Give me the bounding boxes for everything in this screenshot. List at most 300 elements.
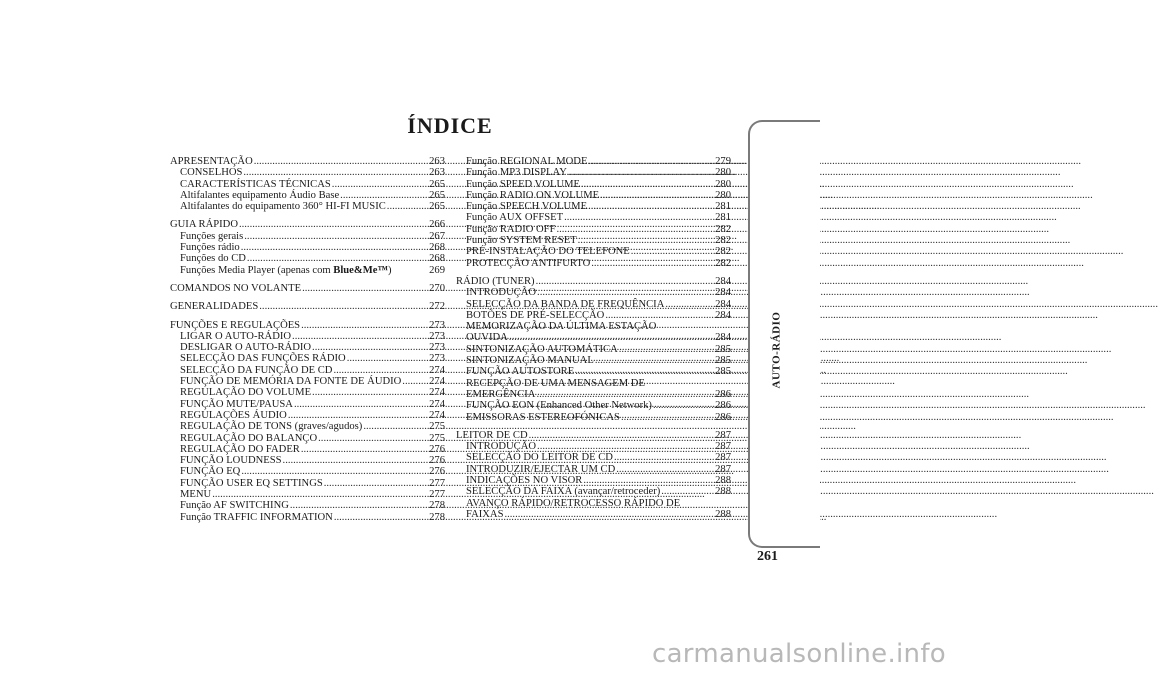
toc-subentry[interactable] [456, 235, 731, 246]
toc-dot-leader [259, 301, 428, 312]
toc-dot-leader [244, 231, 428, 242]
toc-page-number: 274 [429, 409, 445, 421]
watermark: carmanualsonline.info [651, 639, 946, 669]
toc-entry-title [466, 412, 620, 423]
toc-dot-leader [347, 353, 428, 364]
toc-entry[interactable] [170, 320, 445, 331]
toc-entry-text: SELECÇÃO DA FAIXA (avançar/retroceder) [466, 486, 661, 498]
toc-entry-bold-text: Blue&Me™ [333, 264, 389, 276]
toc-dot-leader [665, 299, 714, 310]
toc-page-number: 286 [715, 411, 731, 423]
toc-entry-title [180, 179, 331, 190]
toc-page-number: 282 [715, 257, 731, 269]
toc-dot-leader [283, 455, 429, 466]
toc-entry[interactable] [456, 430, 731, 441]
toc-subentry[interactable] [456, 378, 731, 389]
page-title: ÍNDICE [407, 113, 493, 138]
toc-subentry[interactable] [456, 366, 731, 377]
toc-page-number: 279 [715, 156, 731, 167]
toc-entry-title [466, 287, 536, 298]
toc-subentry[interactable] [170, 455, 445, 466]
page-number: 261 [757, 549, 778, 564]
toc-dot-leader [605, 310, 714, 321]
toc-page-number: 282 [715, 223, 731, 235]
toc-page-number: 282 [715, 235, 731, 247]
toc-group [170, 219, 445, 275]
toc-entry-text: DESLIGAR O AUTO-RÁDIO [180, 342, 312, 354]
toc-dot-leader [243, 167, 428, 178]
toc-dot-leader [595, 355, 714, 366]
toc-subentry[interactable] [456, 156, 731, 167]
toc-page-number: 280 [715, 167, 731, 179]
toc-entry-title [180, 253, 246, 264]
toc-entry-title [466, 475, 582, 486]
toc-entry-title [466, 258, 590, 269]
toc-subentry[interactable] [456, 475, 731, 486]
toc-dot-leader [340, 190, 428, 201]
toc-subentry[interactable] [456, 332, 731, 343]
toc-page-number: 266 [429, 219, 445, 231]
toc-subentry[interactable] [456, 299, 731, 310]
toc-subentry[interactable] [456, 344, 731, 355]
toc-entry-text: PROTECÇÃO ANTIFURTO [466, 257, 591, 269]
toc-page-number: 265 [429, 201, 445, 213]
toc-page-number: 288 [715, 508, 731, 520]
toc-dot-leader [363, 421, 428, 432]
toc-subentry[interactable] [170, 500, 445, 511]
toc-dot-leader [621, 412, 714, 423]
toc-subentry[interactable] [456, 389, 731, 400]
toc-entry-text: Funções Media Player (apenas com [180, 264, 334, 276]
toc-entry-title [466, 389, 535, 400]
toc-entry-title [466, 179, 580, 190]
toc-entry-title [466, 190, 599, 201]
toc-dot-leader [591, 258, 714, 269]
toc-entry-paren: ) [388, 264, 392, 276]
toc-subentry[interactable] [456, 452, 731, 463]
toc-subentry[interactable] [456, 486, 731, 497]
toc-subentry[interactable] [456, 321, 731, 332]
toc-dot-leader [241, 242, 428, 253]
toc-dot-leader [312, 342, 428, 353]
toc-entry-text: MEMORIZAÇÃO DA ÚLTIMA ESTAÇÃO [466, 321, 657, 333]
toc-entry-text: FUNÇÃO MUTE/PAUSA [180, 398, 293, 410]
toc-entry-text: CARACTERÍSTICAS TÉCNICAS [180, 178, 331, 190]
toc-page-number: 272 [429, 301, 445, 313]
toc-entry-text: Função SPEED VOLUME [466, 178, 580, 190]
toc-entry-title [180, 242, 240, 253]
toc-dot-leader [619, 344, 714, 355]
toc-entry-text: SINTONIZAÇÃO AUTOMÁTICA [466, 343, 618, 355]
toc-page-number: 284 [715, 275, 731, 287]
toc-page-number: 276 [429, 466, 445, 478]
toc-entry-title [466, 332, 508, 343]
toc-entry-text: Função AF SWITCHING [180, 500, 289, 512]
toc-subentry[interactable] [170, 421, 445, 432]
toc-entry-title [180, 421, 362, 432]
toc-entry-title [180, 410, 287, 421]
toc-dot-leader [312, 387, 428, 398]
toc-dot-leader [509, 332, 714, 343]
toc-entry-text: FUNÇÃO AUTOSTORE [466, 366, 575, 378]
toc-page-number: 276 [429, 443, 445, 455]
toc-entry-text: EMISSORAS ESTEREOFÓNICAS [466, 411, 620, 423]
toc-subentry[interactable] [170, 433, 445, 444]
toc-subentry[interactable] [456, 179, 731, 190]
toc-dot-leader [301, 320, 428, 331]
toc-page-number: 285 [715, 355, 731, 367]
toc-dot-leader [333, 365, 428, 376]
toc-dot-leader [301, 444, 428, 455]
toc-page-number: 269 [429, 264, 445, 276]
toc-dot-leader [332, 179, 428, 190]
toc-subentry[interactable] [170, 466, 445, 477]
toc-entry-text: RECEPÇÃO DE UMA MENSAGEM DE [466, 377, 645, 389]
toc-page-number: 284 [715, 332, 731, 344]
toc-entry-text: COMANDOS NO VOLANTE [170, 282, 302, 294]
toc-entry-text: FUNÇÕES E REGULAÇÕES [170, 319, 301, 331]
toc-page-number: 273 [429, 319, 445, 331]
toc-subentry[interactable] [170, 179, 445, 190]
toc-entry-title [466, 400, 652, 411]
toc-entry-title [456, 276, 535, 287]
toc-entry-title [170, 219, 238, 230]
toc-dot-leader [568, 167, 714, 178]
toc-entry-title [466, 156, 587, 167]
toc-right-column [456, 156, 731, 527]
toc-entry-text: Funções gerais [180, 230, 244, 242]
toc-entry-text: Função SYSTEM RESET [466, 235, 577, 247]
toc-entry-text: Função RADIO ON VOLUME [466, 189, 600, 201]
toc-entry-title [466, 509, 503, 520]
toc-subentry[interactable] [456, 441, 731, 452]
toc-page-number: 286 [715, 400, 731, 412]
toc-page-number: 274 [429, 398, 445, 410]
toc-group [456, 430, 731, 520]
toc-entry-title [170, 283, 301, 294]
toc-dot-leader [556, 224, 714, 235]
toc-dot-leader [324, 478, 428, 489]
toc-entry-text: REGULAÇÕES ÁUDIO [180, 409, 287, 421]
toc-entry-text: FUNÇÃO EON (Enhanced Other Network) [466, 400, 652, 412]
toc-dot-leader [288, 410, 428, 421]
toc-entry-title [180, 444, 300, 455]
toc-page-number: 284 [715, 287, 731, 299]
toc-entry-title [180, 500, 289, 511]
toc-page-number: 273 [429, 330, 445, 342]
toc-page-number: 287 [715, 429, 731, 441]
toc-page-number: 281 [715, 201, 731, 213]
toc-page-number: 275 [429, 432, 445, 444]
toc-dot-leader [247, 253, 428, 264]
toc-dot-leader [578, 235, 714, 246]
toc-entry-text: Função REGIONAL MODE [466, 156, 588, 167]
toc-entry-text: Funções rádio [180, 242, 240, 254]
toc-subentry[interactable] [170, 201, 445, 212]
toc-dot-leader [318, 433, 428, 444]
toc-page-number: 273 [429, 353, 445, 365]
toc-entry-text: INTRODUÇÃO [466, 441, 537, 453]
toc-entry-text: FUNÇÃO LOUDNESS [180, 455, 282, 467]
toc-entry-title [466, 355, 594, 366]
toc-page-number: 277 [429, 477, 445, 489]
toc-entry-text: AVANÇO RÁPIDO/RETROCESSO RÁPIDO DE [466, 497, 681, 509]
toc-subentry[interactable] [456, 287, 731, 298]
toc-dot-leader [564, 212, 714, 223]
toc-page-number: 284 [715, 309, 731, 321]
toc-entry-text: FUNÇÃO EQ [180, 466, 241, 478]
toc-entry-title [466, 224, 555, 235]
toc-subentry[interactable] [456, 258, 731, 269]
toc-page-number: 263 [429, 156, 445, 167]
toc-subentry[interactable] [456, 310, 731, 321]
toc-dot-leader [529, 430, 715, 441]
toc-entry-text: Funções do CD [180, 253, 246, 265]
toc-dot-leader [254, 156, 428, 167]
toc-page-number: 263 [429, 167, 445, 179]
toc-entry-text: Altifalantes equipamento Áudio Base [180, 189, 340, 201]
toc-page-number: 268 [429, 253, 445, 265]
toc-dot-leader [575, 366, 714, 377]
toc-entry-title [466, 310, 604, 321]
toc-entry-text: Função MP3 DISPLAY [466, 167, 567, 179]
toc-entry-title [180, 466, 240, 477]
toc-subentry[interactable] [456, 224, 731, 235]
toc-dot-leader [212, 489, 428, 500]
toc-subentry[interactable] [170, 231, 445, 242]
toc-entry-text: RÁDIO (TUNER) [456, 275, 535, 287]
toc-subentry[interactable] [170, 253, 445, 264]
toc-entry-title [466, 452, 613, 463]
toc-entry-title [466, 486, 660, 497]
toc-subentry[interactable] [456, 190, 731, 201]
toc-dot-leader [631, 246, 714, 257]
toc-subentry[interactable] [456, 509, 731, 520]
section-side-tab-label: AUTO-RÁDIO [770, 311, 783, 389]
toc-page-number: 277 [429, 489, 445, 501]
toc-page-number: 276 [429, 455, 445, 467]
toc-dot-leader [239, 219, 428, 230]
toc-entry-title [466, 441, 536, 452]
toc-entry-text: Função RADIO OFF [466, 223, 556, 235]
toc-page-number: 287 [715, 452, 731, 464]
toc-subentry[interactable] [456, 400, 731, 411]
toc-page-number: 278 [429, 511, 445, 523]
toc-entry[interactable] [170, 219, 445, 230]
toc-entry[interactable] [170, 283, 445, 294]
toc-subentry[interactable] [456, 412, 731, 423]
toc-page-number: 275 [429, 421, 445, 433]
toc-entry-title [180, 231, 243, 242]
toc-dot-leader [614, 452, 714, 463]
toc-entry-title [466, 235, 577, 246]
toc-entry[interactable] [170, 156, 445, 167]
toc-entry-text: OUVIDA [466, 332, 508, 344]
toc-page-number: 288 [715, 486, 731, 498]
toc-entry-text: SELECÇÃO DO LEITOR DE CD [466, 452, 613, 464]
toc-dot-leader [292, 331, 428, 342]
toc-entry-title [180, 399, 293, 410]
toc-dot-leader [583, 475, 714, 486]
toc-page-number: 286 [715, 388, 731, 400]
toc-subentry[interactable] [456, 464, 731, 475]
toc-page-number: 281 [715, 212, 731, 224]
toc-entry-title [466, 246, 630, 257]
toc-entry-title [466, 344, 618, 355]
toc-entry-title [180, 342, 311, 353]
toc-subentry[interactable] [170, 512, 445, 523]
toc-dot-leader [334, 512, 428, 523]
toc-entry-title [180, 512, 333, 523]
toc-entry-text: Função AUX OFFSET [466, 212, 564, 224]
section-side-tab-label-wrap [766, 300, 786, 400]
toc-dot-leader [504, 509, 714, 520]
toc-entry-text: CONSELHOS [180, 167, 243, 179]
toc-dot-leader [387, 201, 428, 212]
toc-dot-leader [241, 466, 428, 477]
toc-entry-text: GENERALIDADES [170, 301, 259, 313]
toc-entry-text: INTRODUZIR/EJECTAR UM CD [466, 463, 616, 475]
toc-dot-leader [537, 441, 714, 452]
toc-entry-text: APRESENTAÇÃO [170, 156, 253, 167]
toc-entry-title [466, 201, 587, 212]
toc-entry-text: SELECÇÃO DA FUNÇÃO DE CD [180, 364, 333, 376]
toc-entry-title [170, 301, 258, 312]
toc-group [170, 156, 445, 212]
toc-page-number: 274 [429, 364, 445, 376]
toc-page-number: 268 [429, 242, 445, 254]
toc-left-column [170, 156, 445, 530]
toc-entry-title [180, 265, 392, 276]
toc-entry-text: REGULAÇÃO DE TONS (graves/agudos) [180, 421, 363, 433]
toc-dot-leader [581, 179, 714, 190]
toc-subentry[interactable] [170, 376, 445, 387]
toc-entry-title [466, 366, 574, 377]
toc-entry-text: SELECÇÃO DAS FUNÇÕES RÁDIO [180, 353, 346, 365]
toc-entry-title [466, 167, 567, 178]
toc-entry-title [180, 455, 282, 466]
toc-subentry[interactable] [456, 167, 731, 178]
toc-entry-title [180, 201, 386, 212]
toc-entry-title [456, 430, 528, 441]
toc-entry[interactable] [170, 301, 445, 312]
toc-entry-text: REGULAÇÃO DO FADER [180, 443, 300, 455]
toc-entry-text: SINTONIZAÇÃO MANUAL [466, 355, 594, 367]
toc-entry[interactable] [456, 276, 731, 287]
toc-entry-title [180, 331, 291, 342]
toc-subentry[interactable] [456, 498, 731, 509]
toc-page-number: 284 [715, 298, 731, 310]
toc-entry-title [180, 489, 211, 500]
toc-entry-title [170, 320, 300, 331]
toc-subentry[interactable] [170, 444, 445, 455]
toc-subentry[interactable] [456, 355, 731, 366]
toc-page-number: 280 [715, 189, 731, 201]
toc-subentry[interactable] [170, 331, 445, 342]
toc-entry-title [180, 387, 311, 398]
toc-dot-leader [616, 464, 714, 475]
toc-subentry[interactable] [170, 167, 445, 178]
toc-entry-text: MENU [180, 489, 212, 501]
toc-entry-title [466, 321, 656, 332]
toc-subentry[interactable] [170, 365, 445, 376]
toc-dot-leader [588, 156, 714, 167]
toc-entry-text: REGULAÇÃO DO VOLUME [180, 387, 312, 399]
toc-dot-leader [661, 486, 714, 497]
toc-entry-text: Altifalantes do equipamento 360° HI-FI MUSIC [180, 201, 386, 213]
toc-group [456, 276, 731, 423]
toc-entry-text: BOTÕES DE PRÉ-SELECÇÃO [466, 309, 605, 321]
toc-page-number: 270 [429, 282, 445, 294]
toc-dot-leader [600, 190, 714, 201]
toc-page-number: 278 [429, 500, 445, 512]
toc-subentry[interactable] [170, 410, 445, 421]
toc-entry-text: EMERGÊNCIA [466, 388, 536, 400]
toc-page-number: 274 [429, 387, 445, 399]
toc-subentry[interactable] [170, 265, 445, 276]
toc-subentry[interactable] [456, 246, 731, 257]
toc-page-number: 285 [715, 366, 731, 378]
toc-subentry[interactable] [170, 353, 445, 364]
toc-entry-text: SELECÇÃO DA BANDA DE FREQUÊNCIA [466, 298, 665, 310]
toc-subentry[interactable] [456, 212, 731, 223]
toc-page-number: 267 [429, 230, 445, 242]
toc-entry-title [180, 365, 332, 376]
toc-group [170, 301, 445, 312]
toc-entry-text: LIGAR O AUTO-RÁDIO [180, 330, 292, 342]
toc-dot-leader [536, 276, 715, 287]
toc-entry-title [180, 433, 317, 444]
toc-entry-title [466, 378, 645, 389]
toc-page-number: 288 [715, 475, 731, 487]
toc-entry-title [180, 167, 242, 178]
toc-group [170, 320, 445, 523]
toc-dot-leader [294, 399, 428, 410]
toc-group [170, 283, 445, 294]
toc-subentry[interactable] [170, 399, 445, 410]
toc-entry-title [180, 478, 323, 489]
toc-entry-text: GUIA RÁPIDO [170, 219, 238, 231]
toc-subentry[interactable] [170, 478, 445, 489]
toc-dot-leader [302, 283, 428, 294]
toc-subentry[interactable] [456, 201, 731, 212]
toc-entry-title [170, 156, 253, 167]
toc-page-number: 287 [715, 463, 731, 475]
toc-dot-leader [588, 201, 714, 212]
toc-entry-title [466, 299, 664, 310]
toc-subentry[interactable] [170, 242, 445, 253]
toc-subentry[interactable] [170, 342, 445, 353]
toc-entry-text: LEITOR DE CD [456, 429, 528, 441]
toc-subentry[interactable] [170, 489, 445, 500]
toc-entry-text: Função SPEECH VOLUME [466, 201, 588, 213]
toc-entry-text: FUNÇÃO DE MEMÓRIA DA FONTE DE ÁUDIO [180, 376, 402, 388]
toc-group [456, 156, 731, 269]
toc-entry-title [180, 353, 346, 364]
toc-entry-title [180, 190, 339, 201]
toc-entry-text: INTRODUÇÃO [466, 287, 537, 299]
toc-page-number: 285 [715, 343, 731, 355]
toc-dot-leader [537, 287, 714, 298]
toc-entry-title [466, 212, 563, 223]
toc-entry-text: REGULAÇÃO DO BALANÇO [180, 432, 318, 444]
toc-subentry[interactable] [170, 387, 445, 398]
toc-entry-text: FAIXAS [466, 508, 504, 520]
toc-subentry[interactable] [170, 190, 445, 201]
toc-dot-leader [402, 376, 428, 387]
toc-dot-leader [536, 389, 714, 400]
toc-page-number: 273 [429, 342, 445, 354]
